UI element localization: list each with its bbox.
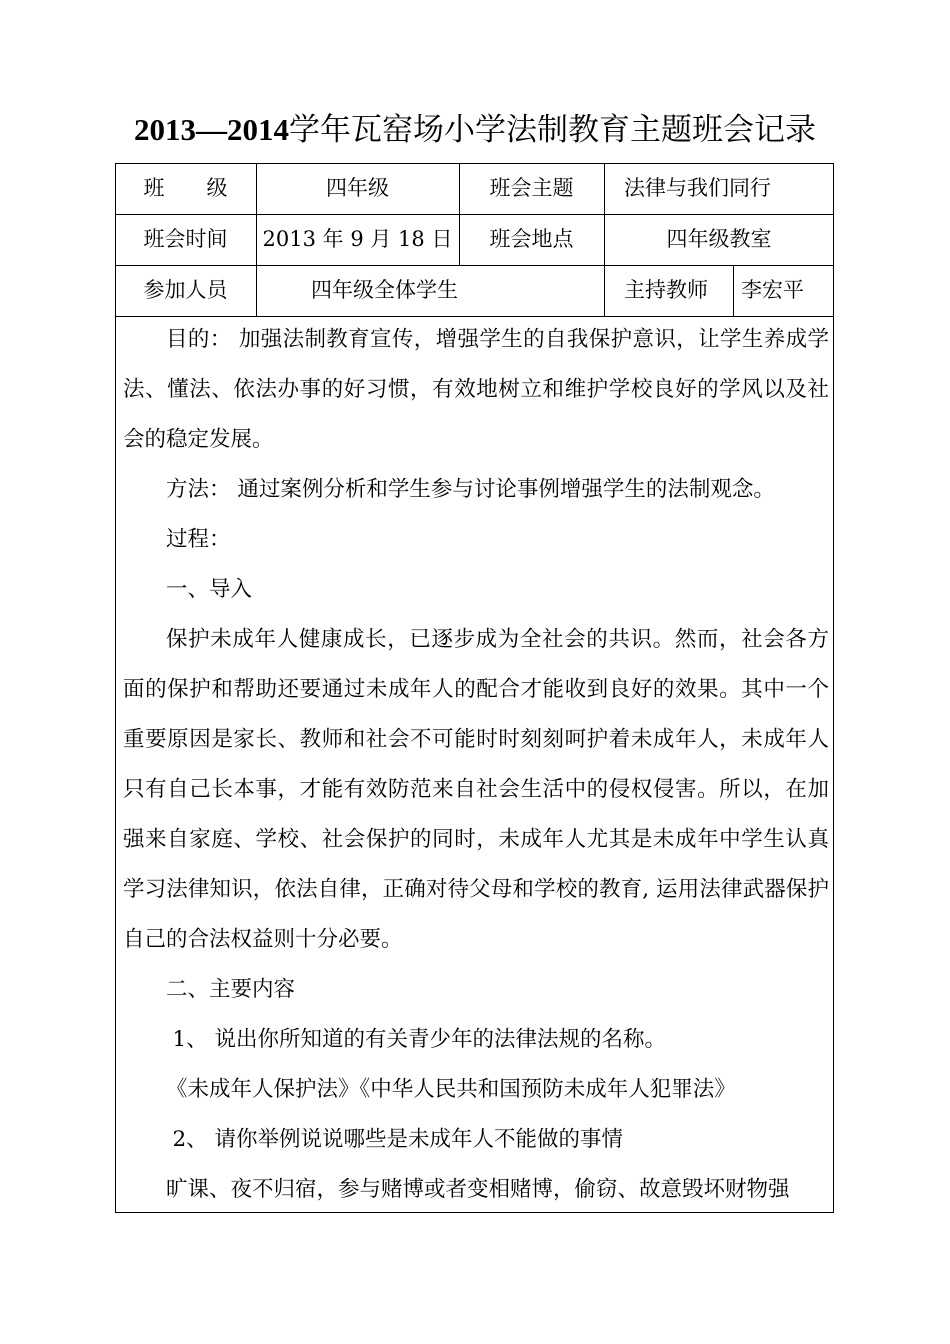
time-value: 2013 年 9 月 18 日 (262, 227, 453, 251)
intro-paragraph: 保护未成年人健康成长，已逐步成为全社会的共识。然而，社会各方面的保护和帮助还要通过未成年人的配合才能收到良好的效果。其中一个重要原因是家长、教师和社会不可能时时刻刻呵护着未成年人，未成年人只有自己长本事，才能有效防范来自社会生活中的侵权侵害。所以，在加强来自家庭、学校、社会保护的同时，未成年人尤其是未成年中学生认真学习法律知识，依法自律，正确对待父母和学校的教育, 运用法律武器保护自己的合法权益则十分必要。 (123, 627, 829, 952)
theme-label: 班会主题 (489, 176, 574, 200)
method-paragraph: 方法： 通过案例分析和学生参与讨论事例增强学生的法制观念。 (166, 477, 775, 502)
attendees-label: 参加人员 (143, 278, 228, 302)
record-content (123, 315, 829, 1215)
item-1: 1、 说出你所知道的有关青少年的法律法规的名称。 (172, 1027, 666, 1052)
column-divider (733, 265, 734, 316)
title-text: 学年瓦窑场小学法制教育主题班会记录 (289, 112, 816, 148)
laws-list: 《未成年人保护法》《中华人民共和国预防未成年人犯罪法》 (166, 1077, 736, 1102)
host-label: 主持教师 (624, 278, 708, 302)
place-label: 班会地点 (489, 227, 574, 251)
host-value: 李宏平 (741, 278, 804, 302)
purpose-paragraph: 目的： 加强法制教育宣传，增强学生的自我保护意识，让学生养成学法、懂法、依法办事的好习惯，有效地树立和维护学校良好的学风以及社会的稳定发展。 (123, 327, 829, 452)
item-2: 2、 请你举例说说哪些是未成年人不能做的事情 (172, 1127, 623, 1152)
examples-paragraph: 旷课、夜不归宿，参与赌博或者变相赌博，偷窃、故意毁坏财物强 (166, 1177, 790, 1202)
section-intro-heading: 一、导入 (166, 577, 253, 602)
theme-value: 法律与我们同行 (624, 176, 771, 200)
title-year: 2013—2014 (134, 112, 289, 147)
page-title (0, 110, 950, 150)
place-value: 四年级教室 (666, 227, 772, 251)
process-heading: 过程： (166, 527, 231, 552)
class-label: 班 级 (143, 176, 228, 200)
class-value: 四年级 (326, 176, 389, 200)
time-label: 班会时间 (143, 227, 228, 251)
attendees-value: 四年级全体学生 (311, 278, 458, 302)
section-main-heading: 二、主要内容 (166, 977, 296, 1002)
